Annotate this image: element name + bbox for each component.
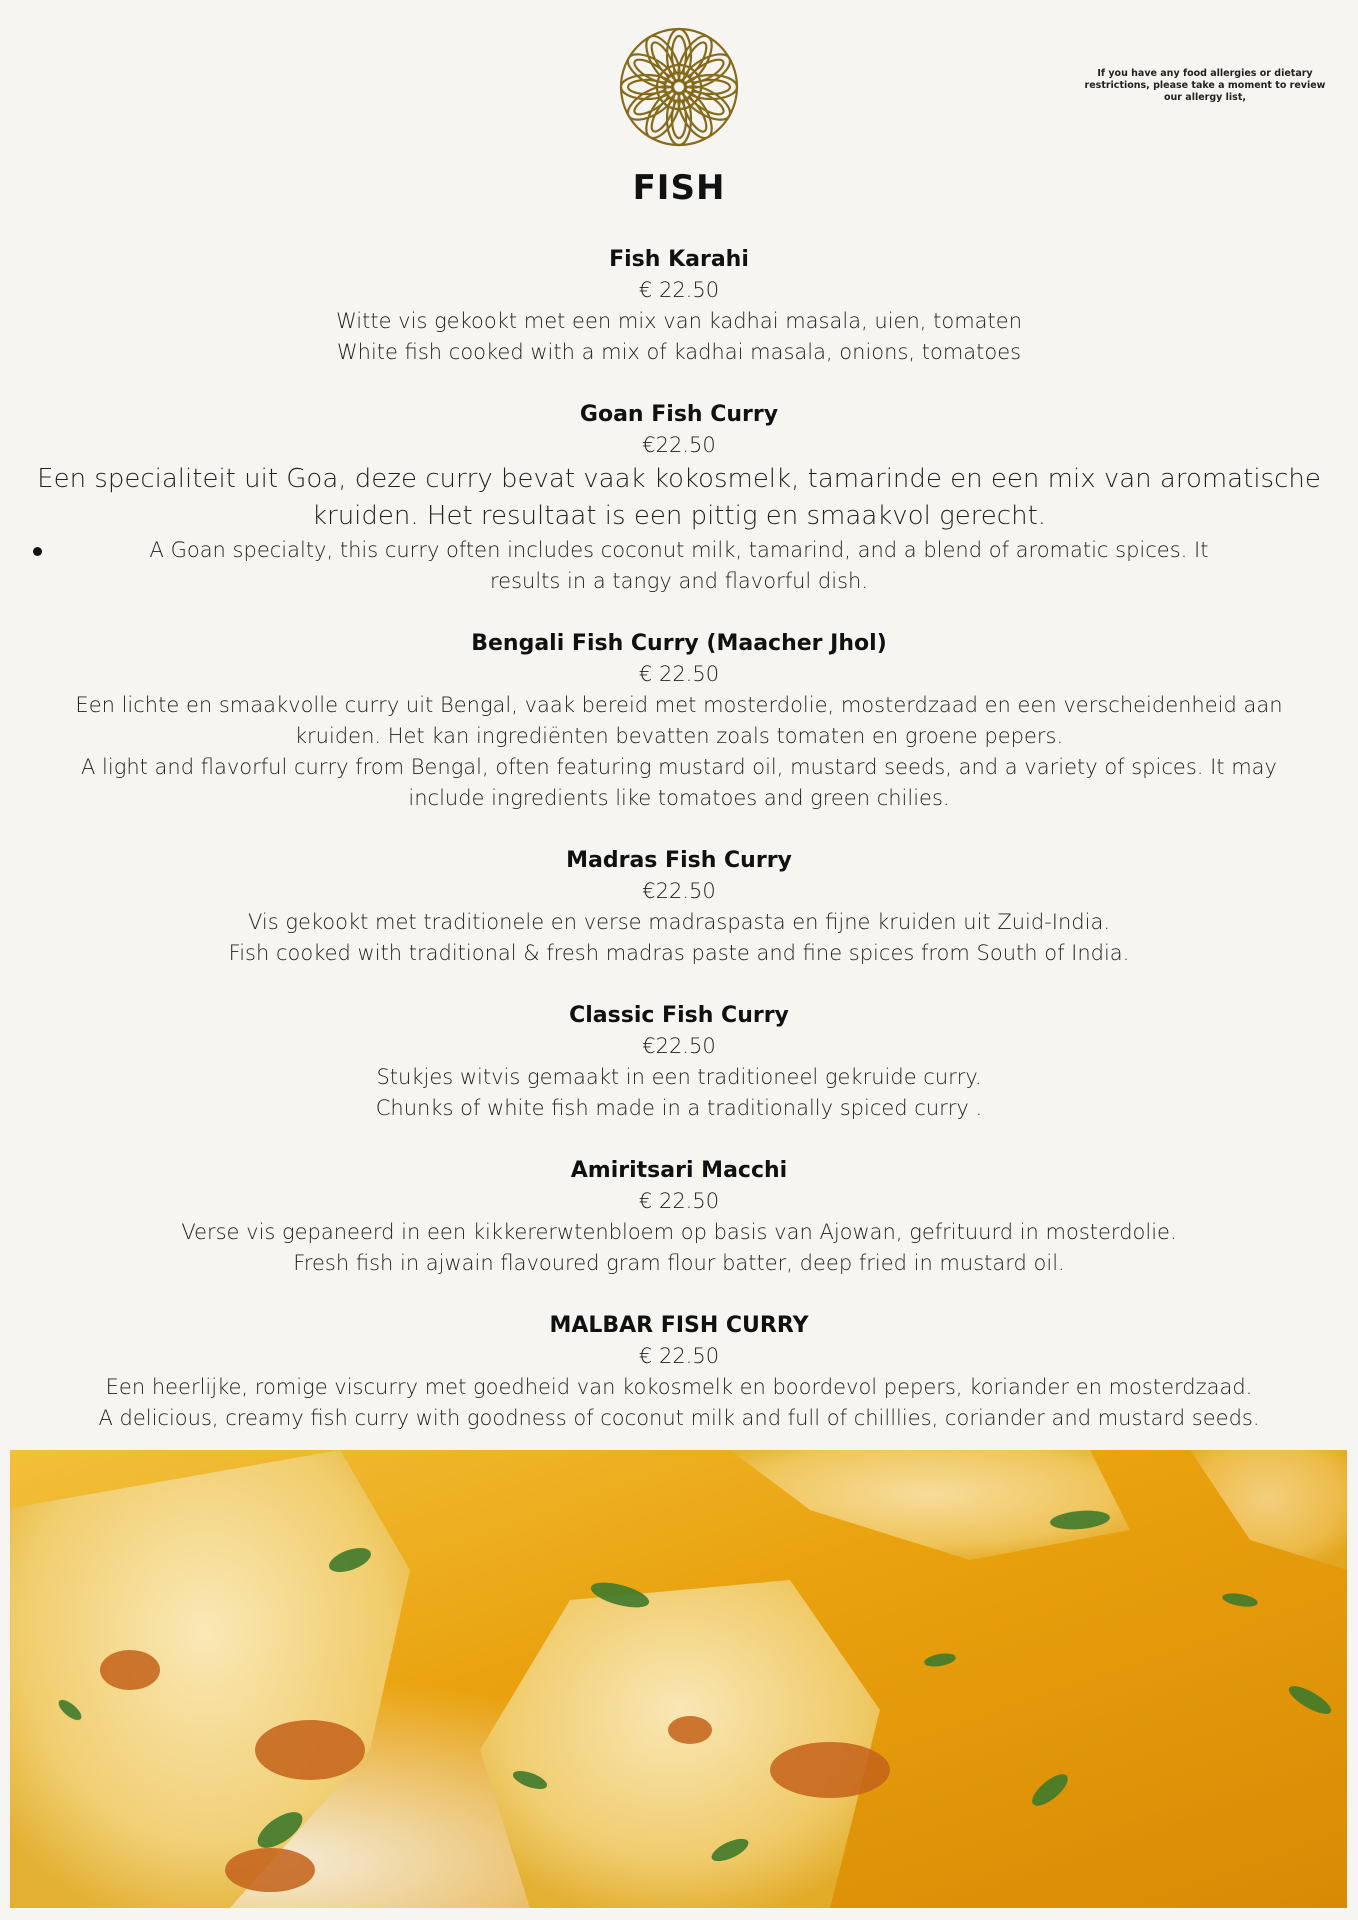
item-price: € 22.50 (638, 1344, 720, 1368)
item-name: Fish Karahi (609, 247, 749, 272)
item-price: €22.50 (642, 879, 716, 903)
item-price: €22.50 (642, 433, 716, 457)
menu-item (40, 244, 1318, 368)
item-description-en: A delicious, creamy fish curry with goodness of coconut milk and full of chilllies, coriander and mustard seeds. (98, 1406, 1260, 1430)
item-description-en: A Goan specialty, this curry often includes coconut milk, tamarind, and a blend of aromatic spices. It results in a tangy and flavorful dish. (149, 538, 1209, 593)
allergy-note: If you have any food allergies or dietary restrictions, please take a moment to review our allergy list, (1084, 68, 1326, 103)
item-price: € 22.50 (638, 278, 720, 302)
item-description-nl: Verse vis gepaneerd in een kikkererwtenbloem op basis van Ajowan, gefrituurd in mosterdolie. (181, 1220, 1177, 1244)
menu-list (37, 244, 1321, 1465)
fish-curry-photo (10, 1450, 1347, 1908)
item-name: Bengali Fish Curry (Maacher Jhol) (471, 631, 887, 656)
item-description-en: White fish cooked with a mix of kadhai masala, onions, tomatoes (336, 340, 1022, 364)
item-name: Madras Fish Curry (566, 848, 792, 873)
item-description-nl: Witte vis gekookt met een mix van kadhai masala, uien, tomaten (335, 309, 1023, 333)
item-name: Goan Fish Curry (579, 402, 779, 427)
item-description-en: Fresh fish in ajwain flavoured gram flour batter, deep fried in mustard oil. (293, 1251, 1065, 1275)
item-name: MALBAR FISH CURRY (549, 1313, 809, 1338)
mandala-logo-icon (617, 25, 741, 149)
item-name: Classic Fish Curry (569, 1003, 789, 1028)
item-price: €22.50 (642, 1034, 716, 1058)
item-price: € 22.50 (638, 662, 720, 686)
menu-item (40, 1155, 1318, 1279)
item-description-en: Chunks of white fish made in a traditionally spiced curry . (375, 1096, 983, 1120)
item-description-nl: Vis gekookt met traditionele en verse madraspasta en fijne kruiden uit Zuid-India. (247, 910, 1110, 934)
item-price: € 22.50 (638, 1189, 720, 1213)
menu-item (40, 1000, 1318, 1124)
bullet-list-item (40, 535, 1318, 597)
menu-item (37, 399, 1321, 597)
item-description-nl: Een heerlijke, romige viscurry met goedheid van kokosmelk en boordevol pepers, koriander en mosterdzaad. (105, 1375, 1253, 1399)
menu-item (40, 845, 1318, 969)
item-description-nl: Een lichte en smaakvolle curry uit Bengal, vaak bereid met mosterdolie, mosterdzaad en een verscheidenheid aan kruiden. Het kan ingrediënten bevatten zoals tomaten en groene pepers. (75, 693, 1283, 748)
item-description-en: Fish cooked with traditional & fresh madras paste and fine spices from South of India. (228, 941, 1130, 965)
item-name: Amiritsari Macchi (570, 1158, 788, 1183)
menu-item (40, 1310, 1318, 1434)
section-title: FISH (632, 168, 726, 208)
bullet-icon (33, 547, 42, 556)
item-description-nl: Een specialiteit uit Goa, deze curry bevat vaak kokosmelk, tamarinde en een mix van aromatische kruiden. Het resultaat is een pittig en smaakvol gerecht. (37, 464, 1321, 531)
item-description-nl: Stukjes witvis gemaakt in een traditioneel gekruide curry. (376, 1065, 982, 1089)
item-description-en: A light and flavorful curry from Bengal, often featuring mustard oil, mustard seeds, and a variety of spices. It may include ingredients like tomatoes and green chilies. (81, 755, 1277, 810)
menu-item (40, 628, 1318, 814)
